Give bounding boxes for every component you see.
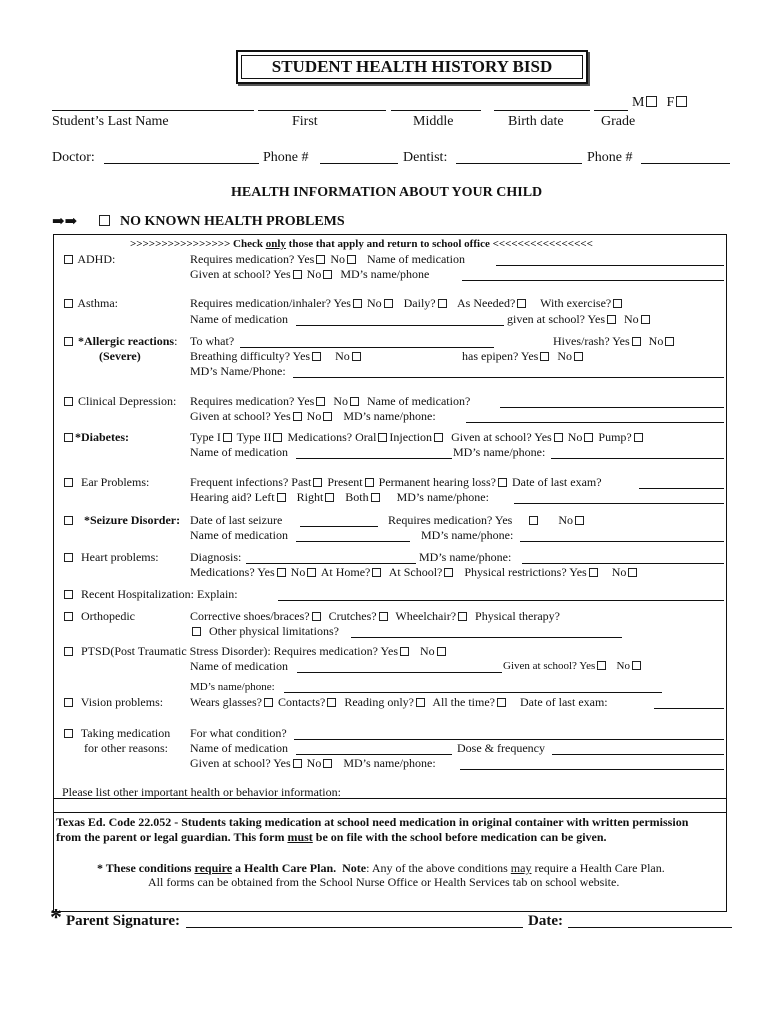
dose-label: Dose & frequency [457,741,545,755]
md-label: MD’s name/phone: [419,550,512,564]
depression-school-no[interactable] [323,412,332,421]
adhd-checkbox[interactable] [64,255,73,264]
other-med-label1: Taking medication [80,726,171,740]
allergic-md-field[interactable] [293,377,724,378]
school-checkbox[interactable] [444,568,453,577]
doctor-field[interactable] [104,163,259,164]
wheelchair-label: Wheelchair? [395,609,457,623]
ptsd-school-yes[interactable] [597,661,606,670]
last-name-field[interactable] [52,110,254,111]
exam-label: Date of last exam: [520,695,608,709]
therapy-label: Physical therapy? [475,609,561,623]
no-label: No [611,565,627,579]
no-label: No [306,267,322,281]
oral-checkbox[interactable] [378,433,387,442]
no-label: No [567,430,583,444]
form-title: STUDENT HEALTH HISTORY BISD [241,55,583,79]
braces-checkbox[interactable] [312,612,321,621]
breathing-yes[interactable] [312,352,321,361]
no-label: No [420,644,435,658]
no-label: No [333,394,348,408]
hospital-field[interactable] [278,600,724,601]
date-field[interactable] [568,927,732,928]
exercise-label: With exercise? [540,296,612,310]
depression-checkbox[interactable] [64,397,73,406]
other-med-name-field[interactable] [296,754,452,755]
last-name-label: Student’s Last Name [52,114,169,129]
depression-med-field[interactable] [500,407,724,408]
instruction: >>>>>>>>>>>>>>>> Check only those that apply and return to school office <<<<<<<<<<<<<<<< [130,238,593,250]
allergic-md-label: MD’s Name/Phone: [190,364,286,378]
restrictions-q: Physical restrictions? Yes [464,565,587,579]
heart-label: Heart problems: [81,550,159,564]
vision-exam-field[interactable] [654,708,724,709]
phone1-label: Phone # [263,150,309,165]
asthma-med-yes[interactable] [353,299,362,308]
both-label: Both [345,490,369,504]
type1-label: Type I [190,430,221,444]
hives-no[interactable] [665,337,674,346]
hives-yes[interactable] [632,337,641,346]
doctor-label: Doctor: [52,150,95,165]
asthma-med-name-label: Name of medication [190,312,288,326]
present-checkbox[interactable] [365,478,374,487]
heart-checkbox[interactable] [64,553,73,562]
reading-label: Reading only? [344,695,414,709]
ptsd-checkbox[interactable] [64,647,73,656]
diabetes-checkbox[interactable] [64,433,73,442]
middle-name-field[interactable] [391,110,481,111]
other-school-q: Given at school? Yes [190,756,291,770]
injection-label: Injection [389,430,433,444]
asthma-exercise[interactable] [613,299,622,308]
past-checkbox[interactable] [313,478,322,487]
vision-label: Vision problems: [80,695,164,709]
hospital-checkbox[interactable] [64,590,73,599]
glasses-checkbox[interactable] [264,698,273,707]
ortho-checkbox[interactable] [64,612,73,621]
no-label: No [306,409,322,423]
hearing-loss-q: Permanent hearing loss? [378,475,496,489]
asthma-med-no[interactable] [384,299,393,308]
ptsd-label: PTSD(Post Traumatic Stress Disorder): Requires medication? Yes [81,644,398,658]
restrictions-no[interactable] [628,568,637,577]
seizure-med-q: Requires medication? Yes [388,513,513,527]
ear-exam-field[interactable] [639,488,724,489]
both-checkbox[interactable] [371,493,380,502]
type2-checkbox[interactable] [273,433,282,442]
med-name-label: Name of medication [366,252,465,266]
other-md-field[interactable] [460,769,724,770]
asthma-as-needed[interactable] [517,299,526,308]
dentist-label: Dentist: [403,150,448,165]
heart-med-no[interactable] [307,568,316,577]
diabetes-school-q: Given at school? Yes [451,430,552,444]
asthma-school-q: given at school? Yes [507,312,605,326]
heart-med-q: Medications? Yes [190,565,275,579]
phone2-label: Phone # [587,150,633,165]
adhd-school-no[interactable] [323,270,332,279]
male-checkbox[interactable] [646,96,657,107]
hospital-label: Recent Hospitalization: Explain: [81,587,238,601]
other-med-checkbox[interactable] [64,729,73,738]
infections-q: Frequent infections? Past [190,475,312,489]
texas-code-line1: Texas Ed. Code 22.052 - Students taking medication at school need medication in original container with written permission [56,815,689,829]
other-info-label: Please list other important health or behavior information: [62,785,341,799]
asthma-med-q: Requires medication/inhaler? Yes [190,296,351,310]
contacts-label: Contacts? [278,695,326,709]
heart-med-yes[interactable] [277,568,286,577]
hives-q: Hives/rash? Yes [553,334,630,348]
md-label: MD’s name/phone: [453,445,546,459]
all-time-label: All the time? [432,695,495,709]
pump-label: Pump? [598,430,632,444]
f-label: F [666,95,675,110]
depression-med-q: Requires medication? Yes [190,394,315,408]
breathing-no[interactable] [352,352,361,361]
texas-code-line2: from the parent or legal guardian. This form must be on file with the school before medication can be given. [56,830,607,844]
no-label: No [306,756,322,770]
reading-checkbox[interactable] [416,698,425,707]
hearing-loss-checkbox[interactable] [498,478,507,487]
ptsd-md-label: MD’s name/phone: [190,681,275,693]
no-label: No [624,312,639,326]
seizure-med-no[interactable] [575,516,584,525]
other-limits-label: Other physical limitations? [209,624,339,638]
other-school-no[interactable] [323,759,332,768]
asthma-med-name-field[interactable] [296,325,504,326]
ear-label: Ear Problems: [81,475,150,489]
dentist-field[interactable] [456,163,582,164]
diabetes-med-field[interactable] [296,458,452,459]
depression-school-yes[interactable] [293,412,302,421]
birth-date-label: Birth date [508,114,564,129]
other-info-field[interactable] [354,798,724,799]
condition-label: For what condition? [190,726,287,740]
adhd-med-no[interactable] [347,255,356,264]
no-label: No [616,660,630,672]
diabetes-school-no[interactable] [584,433,593,442]
health-plan-note: * These conditions require a Health Care Plan. Note: Any of the above conditions may require a Health Care Plan. [97,861,665,875]
restrictions-yes[interactable] [589,568,598,577]
md-label: MD’s name/phone [340,267,430,281]
as-needed-label: As Needed? [456,296,516,310]
allergic-what-field[interactable] [240,347,494,348]
doctor-phone-field[interactable] [320,163,398,164]
grade-label: Grade [601,114,636,129]
epipen-yes[interactable] [540,352,549,361]
section-heading: HEALTH INFORMATION ABOUT YOUR CHILD [231,185,543,200]
ear-checkbox[interactable] [64,478,73,487]
depression-med-yes[interactable] [316,397,325,406]
ptsd-med-field[interactable] [297,672,502,673]
last-seizure-field[interactable] [300,526,378,527]
type1-checkbox[interactable] [223,433,232,442]
diabetes-school-yes[interactable] [554,433,563,442]
dose-field[interactable] [552,754,724,755]
depression-med-no[interactable] [350,397,359,406]
crutches-label: Crutches? [328,609,377,623]
date-label: Date: [528,913,563,929]
first-label: First [292,114,318,129]
md-label: MD’s name/phone: [396,490,489,504]
grade-field[interactable] [594,110,628,111]
oral-label: Medications? Oral [287,430,377,444]
signature-field[interactable] [186,927,523,928]
md-label: MD’s name/phone: [343,409,436,423]
type2-label: Type II [236,430,272,444]
allergic-what-label: To what? [190,334,235,348]
diabetes-label: *Diabetes: [75,430,129,444]
no-label: No [557,349,572,363]
epipen-no[interactable] [574,352,583,361]
last-seizure-label: Date of last seizure [190,513,283,527]
allergic-severe: (Severe) [99,349,141,363]
heart-md-field[interactable] [522,563,724,564]
ptsd-med-no[interactable] [437,647,446,656]
asthma-daily[interactable] [438,299,447,308]
md-label: MD’s name/phone: [421,528,514,542]
seizure-med-yes[interactable] [529,516,538,525]
female-checkbox[interactable] [676,96,687,107]
ptsd-school-no[interactable] [632,661,641,670]
no-label: No [648,334,664,348]
signature-label: Parent Signature: [66,913,181,929]
birth-date-field[interactable] [494,110,590,111]
arrows-icon: ➡➡ [52,214,78,230]
m-label: M [632,95,645,110]
ptsd-school-q: Given at school? Yes [503,660,596,672]
contacts-checkbox[interactable] [327,698,336,707]
diabetes-md-field[interactable] [551,458,724,459]
diabetes-med-label: Name of medication [190,445,288,459]
crutches-checkbox[interactable] [379,612,388,621]
no-label: No [558,513,573,527]
depression-school-q: Given at school? Yes [190,409,291,423]
home-label: At Home? [320,565,371,579]
ortho-label: Orthopedic [81,609,135,623]
glasses-q: Wears glasses? [190,695,263,709]
med-name-label: Name of medication? [366,394,471,408]
left-checkbox[interactable] [277,493,286,502]
epipen-q: has epipen? Yes [462,349,539,363]
wheelchair-checkbox[interactable] [458,612,467,621]
other-limits-field[interactable] [351,637,622,638]
no-label: No [290,565,306,579]
other-limits-checkbox[interactable] [192,627,201,636]
hearing-aid-q: Hearing aid? Left [190,490,275,504]
asthma-label: Asthma: [77,296,119,310]
ptsd-md-field[interactable] [284,692,662,693]
pump-checkbox[interactable] [634,433,643,442]
last-exam-label: Date of last exam? [511,475,602,489]
vision-checkbox[interactable] [64,698,73,707]
asthma-school-no[interactable] [641,315,650,324]
all-time-checkbox[interactable] [497,698,506,707]
allergic-checkbox[interactable] [64,337,73,346]
title-box [236,50,588,84]
condition-field[interactable] [294,739,724,740]
right-checkbox[interactable] [325,493,334,502]
ear-md-field[interactable] [514,503,724,504]
seizure-checkbox[interactable] [64,516,73,525]
ptsd-med-yes[interactable] [400,647,409,656]
middle-label: Middle [413,114,454,129]
adhd-md-field[interactable] [462,280,724,281]
injection-checkbox[interactable] [434,433,443,442]
asthma-checkbox[interactable] [64,299,73,308]
adhd-med-name-field[interactable] [496,265,724,266]
first-name-field[interactable] [258,110,386,111]
adhd-school-yes[interactable] [293,270,302,279]
right-label: Right [296,490,324,504]
no-known-label: NO KNOWN HEALTH PROBLEMS [120,214,345,229]
adhd-school-q: Given at school? Yes [190,267,291,281]
other-med-name-label: Name of medication [190,741,288,755]
no-label: No [330,252,345,266]
adhd-label: ADHD: [77,252,116,266]
other-med-label2: for other reasons: [84,741,168,755]
ptsd-med-label: Name of medication [190,659,288,673]
seizure-label: *Seizure Disorder: [84,513,181,527]
asthma-school-yes[interactable] [607,315,616,324]
school-label: At School? [388,565,443,579]
depression-label: Clinical Depression: [78,394,177,408]
no-label: No [335,349,350,363]
health-plan-line2: All forms can be obtained from the School Nurse Office or Health Services tab on school website. [148,875,620,889]
breathing-q: Breathing difficulty? Yes [190,349,311,363]
md-label: MD’s name/phone: [343,756,436,770]
present-label: Present [327,475,363,489]
braces-q: Corrective shoes/braces? [190,609,310,623]
seizure-med-label: Name of medication [190,528,288,542]
diagnosis-field[interactable] [246,563,416,564]
diagnosis-label: Diagnosis: [190,550,242,564]
no-label: No [366,296,382,310]
daily-label: Daily? [403,296,436,310]
depression-md-field[interactable] [466,422,724,423]
seizure-med-field[interactable] [296,541,410,542]
signature-star: * [50,905,62,931]
dentist-phone-field[interactable] [641,163,730,164]
adhd-med-yes[interactable] [316,255,325,264]
allergic-label: *Allergic reactions [78,334,175,348]
home-checkbox[interactable] [372,568,381,577]
adhd-med-q: Requires medication? Yes [190,252,315,266]
divider [54,812,726,813]
seizure-md-field[interactable] [520,541,724,542]
other-school-yes[interactable] [293,759,302,768]
no-known-checkbox[interactable] [99,215,110,226]
